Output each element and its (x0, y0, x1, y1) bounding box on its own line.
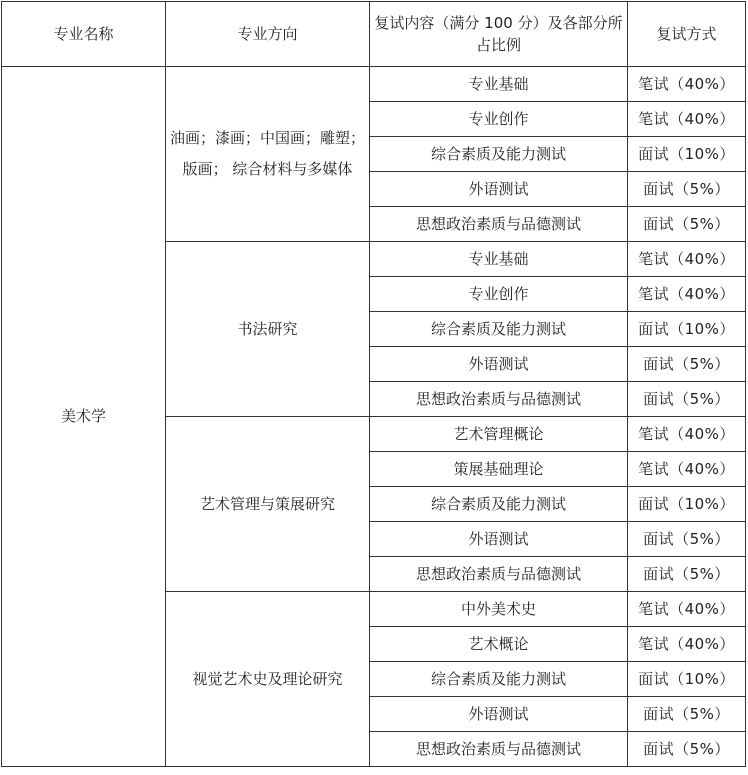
exam-method: 笔试（40%） (628, 592, 746, 627)
exam-method: 面试（10%） (628, 487, 746, 522)
exam-method: 面试（5%） (628, 557, 746, 592)
exam-method: 面试（10%） (628, 137, 746, 172)
exam-content: 策展基础理论 (370, 452, 628, 487)
direction-name: 艺术管理与策展研究 (166, 417, 370, 592)
exam-content: 思想政治素质与品德测试 (370, 732, 628, 767)
exam-method: 面试（5%） (628, 207, 746, 242)
exam-method: 笔试（40%） (628, 67, 746, 102)
exam-method: 笔试（40%） (628, 277, 746, 312)
exam-content: 外语测试 (370, 522, 628, 557)
header-major: 专业名称 (2, 2, 166, 67)
exam-content: 中外美术史 (370, 592, 628, 627)
exam-method: 笔试（40%） (628, 417, 746, 452)
header-content: 复试内容（满分 100 分）及各部分所占比例 (370, 2, 628, 67)
exam-table (1, 1, 746, 767)
exam-method: 笔试（40%） (628, 242, 746, 277)
major-name: 美术学 (2, 67, 166, 767)
exam-content: 思想政治素质与品德测试 (370, 382, 628, 417)
exam-content: 专业基础 (370, 67, 628, 102)
exam-method: 面试（5%） (628, 522, 746, 557)
direction-name: 油画；漆画；中国画；雕塑；版画； 综合材料与多媒体 (166, 67, 370, 242)
table-row (2, 67, 746, 102)
header-row (2, 2, 746, 67)
exam-method: 面试（10%） (628, 662, 746, 697)
exam-content: 综合素质及能力测试 (370, 312, 628, 347)
exam-content: 综合素质及能力测试 (370, 662, 628, 697)
exam-content: 思想政治素质与品德测试 (370, 557, 628, 592)
exam-method: 面试（5%） (628, 347, 746, 382)
exam-method: 面试（5%） (628, 732, 746, 767)
exam-method: 笔试（40%） (628, 627, 746, 662)
exam-content: 专业创作 (370, 277, 628, 312)
exam-method: 面试（5%） (628, 697, 746, 732)
exam-content: 外语测试 (370, 697, 628, 732)
exam-content: 艺术概论 (370, 627, 628, 662)
exam-method: 笔试（40%） (628, 102, 746, 137)
exam-content: 综合素质及能力测试 (370, 487, 628, 522)
exam-method: 面试（5%） (628, 382, 746, 417)
exam-method: 面试（10%） (628, 312, 746, 347)
exam-content: 专业创作 (370, 102, 628, 137)
exam-content: 思想政治素质与品德测试 (370, 207, 628, 242)
exam-content: 外语测试 (370, 347, 628, 382)
exam-content: 综合素质及能力测试 (370, 137, 628, 172)
exam-table-body (2, 2, 746, 767)
exam-method: 笔试（40%） (628, 452, 746, 487)
exam-content: 艺术管理概论 (370, 417, 628, 452)
header-direction: 专业方向 (166, 2, 370, 67)
exam-method: 面试（5%） (628, 172, 746, 207)
exam-content: 专业基础 (370, 242, 628, 277)
header-method: 复试方式 (628, 2, 746, 67)
direction-name: 书法研究 (166, 242, 370, 417)
direction-name: 视觉艺术史及理论研究 (166, 592, 370, 767)
exam-content: 外语测试 (370, 172, 628, 207)
